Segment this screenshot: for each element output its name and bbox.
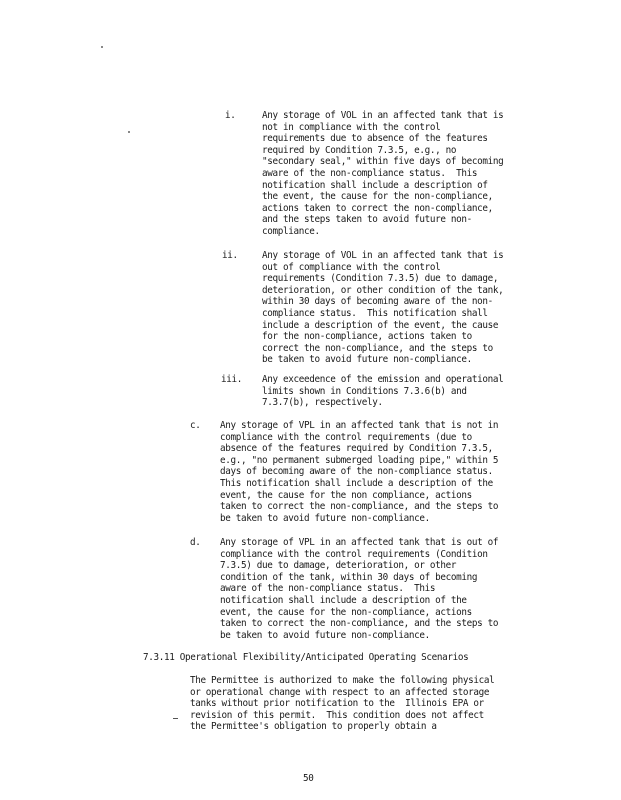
- text-line: notification shall include a description of: [262, 179, 488, 191]
- text-line: e.g., "no permanent submerged loading pipe," within 5: [220, 454, 499, 466]
- text-line: taken to correct the non-compliance, and the steps to: [220, 501, 499, 513]
- text-line: the Permittee's obligation to properly obtain a: [190, 721, 437, 733]
- text-line: include a description of the event, the cause: [262, 319, 499, 331]
- text-line: Any storage of VOL in an affected tank that is: [262, 110, 504, 121]
- text-line: Any storage of VOL in an affected tank that is: [262, 250, 504, 261]
- item-label-c: c.: [190, 420, 201, 431]
- scan-speck: [101, 46, 103, 48]
- text-line: event, the cause for the non-compliance, actions: [220, 606, 472, 618]
- item-i-text: [262, 110, 552, 238]
- text-line: tanks without prior notification to the Illinois EPA or: [190, 698, 484, 710]
- text-line: The Permittee is authorized to make the following physical: [190, 675, 495, 686]
- text-line: Any exceedence of the emission and operational: [262, 374, 504, 385]
- text-line: 7.3.7(b), respectively.: [262, 397, 383, 409]
- text-line: be taken to avoid future non-compliance.: [220, 512, 430, 524]
- text-line: the event, the cause for the non-compliance,: [262, 191, 493, 203]
- text-line: compliance with the control requirements (Condition: [220, 548, 488, 560]
- item-label-iii: iii.: [221, 374, 242, 385]
- text-line: and the steps taken to avoid future non-: [262, 214, 472, 226]
- text-line: aware of the non-compliance status. This: [262, 167, 478, 179]
- text-line: days of becoming aware of the non-compliance status.: [220, 466, 493, 478]
- text-line: be taken to avoid future non-compliance.: [220, 629, 430, 641]
- text-line: compliance with the control requirements (due to: [220, 431, 472, 443]
- item-iii-text: [262, 374, 552, 409]
- text-line: for the non-compliance, actions taken to: [262, 331, 472, 343]
- text-line: not in compliance with the control: [262, 121, 441, 133]
- text-line: Any storage of VPL in an affected tank that is out of: [220, 537, 499, 548]
- text-line: Any storage of VPL in an affected tank that is not in: [220, 420, 499, 431]
- page-number: 50: [303, 773, 314, 784]
- text-line: correct the non-compliance, and the steps to: [262, 342, 493, 354]
- section-heading: [143, 652, 468, 664]
- text-line: out of compliance with the control: [262, 261, 441, 273]
- text-line: requirements (Condition 7.3.5) due to damage,: [262, 273, 499, 285]
- item-c-text: [220, 420, 550, 524]
- text-line: absence of the features required by Condition 7.3.5,: [220, 443, 493, 455]
- text-line: taken to correct the non-compliance, and the steps to: [220, 618, 499, 630]
- text-line: required by Condition 7.3.5, e.g., no: [262, 144, 457, 156]
- text-line: "secondary seal," within five days of becoming: [262, 156, 504, 168]
- text-line: event, the cause for the non compliance, actions: [220, 489, 472, 501]
- item-label-ii: ii.: [222, 250, 238, 261]
- text-line: deterioration, or other condition of the tank,: [262, 284, 504, 296]
- scan-speck: [128, 131, 130, 133]
- section-body: [190, 675, 550, 733]
- item-label-i: i.: [225, 110, 236, 121]
- text-line: This notification shall include a description of the: [220, 477, 493, 489]
- text-line: requirements due to absence of the features: [262, 133, 488, 145]
- margin-tick: [173, 718, 178, 719]
- text-line: notification shall include a description of the: [220, 594, 467, 606]
- text-line: limits shown in Conditions 7.3.6(b) and: [262, 385, 467, 397]
- text-line: actions taken to correct the non-compliance,: [262, 202, 493, 214]
- text-line: condition of the tank, within 30 days of becoming: [220, 571, 478, 583]
- text-line: 7.3.5) due to damage, deterioration, or other: [220, 560, 457, 572]
- item-d-text: [220, 537, 550, 641]
- text-line: within 30 days of becoming aware of the non-: [262, 296, 493, 308]
- item-ii-text: [262, 250, 552, 366]
- text-line: compliance status. This notification shall: [262, 307, 488, 319]
- section-number: 7.3.11: [143, 652, 175, 663]
- text-line: revision of this permit. This condition does not affect: [190, 709, 484, 721]
- text-line: compliance.: [262, 225, 320, 237]
- text-line: be taken to avoid future non-compliance.: [262, 354, 472, 366]
- text-line: or operational change with respect to an affected storage: [190, 686, 490, 698]
- text-line: aware of the non-compliance status. This: [220, 583, 436, 595]
- section-title: Operational Flexibility/Anticipated Operating Scenarios: [179, 652, 469, 663]
- item-label-d: d.: [190, 537, 201, 548]
